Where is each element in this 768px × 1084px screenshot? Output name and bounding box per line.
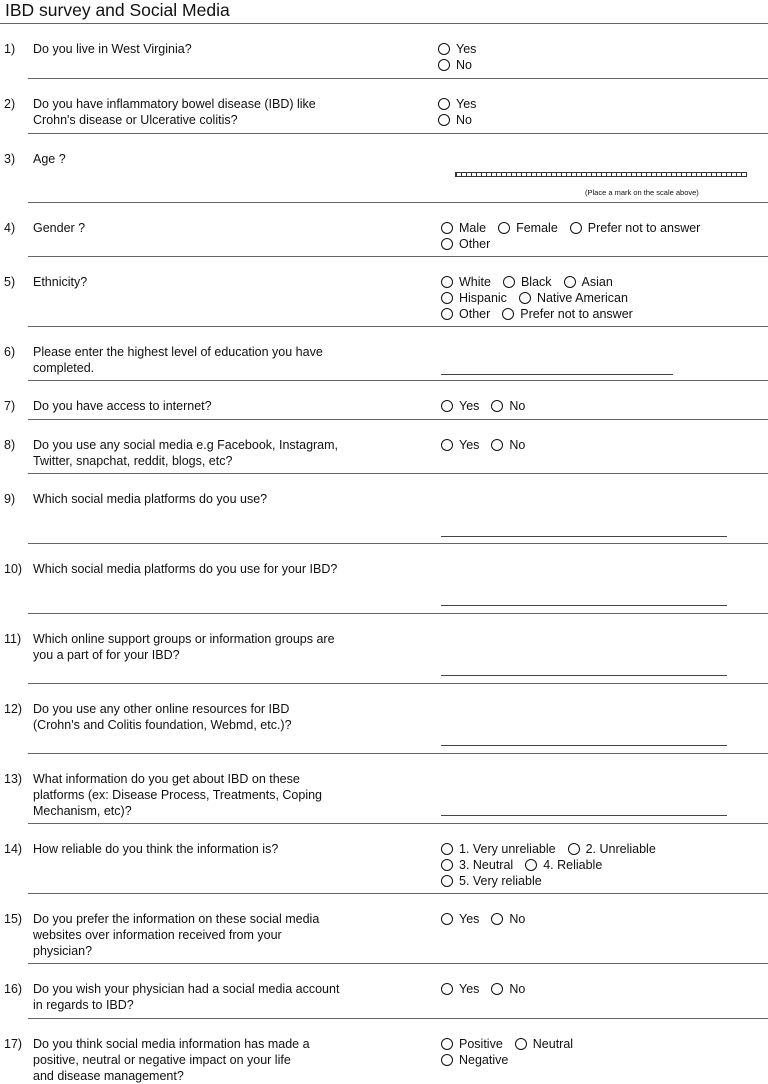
- option-label: Yes: [459, 399, 480, 413]
- question-number: 12): [4, 702, 23, 716]
- option-label: 4. Reliable: [543, 858, 603, 872]
- question-separator: [28, 133, 768, 134]
- answer-options: [441, 841, 668, 889]
- radio-circle-icon[interactable]: [491, 439, 503, 451]
- option-label: Positive: [459, 1037, 503, 1051]
- question-text: Do you prefer the information on these social media websites over information received from your physician?: [33, 912, 320, 958]
- question-separator: [28, 380, 768, 381]
- question-separator: [28, 753, 768, 754]
- option-label: Hispanic: [459, 291, 507, 305]
- question-number: 10): [4, 562, 23, 576]
- age-scale[interactable]: [455, 172, 747, 177]
- option-positive[interactable]: [441, 1036, 503, 1052]
- option-label: Asian: [581, 275, 613, 289]
- answer-options: [441, 220, 712, 252]
- option-hispanic[interactable]: [441, 290, 507, 306]
- option-yes[interactable]: [438, 96, 476, 112]
- option-no[interactable]: [491, 981, 525, 997]
- option-female[interactable]: [498, 220, 558, 236]
- question-number: 13): [4, 772, 23, 786]
- radio-circle-icon[interactable]: [441, 238, 453, 250]
- option-label: No: [509, 438, 526, 452]
- question-text: Do you have inflammatory bowel disease (IBD) like Crohn's disease or Ulcerative colitis?: [33, 97, 316, 127]
- question-text: Please enter the highest level of education you have completed.: [33, 345, 323, 375]
- option-4-reliable[interactable]: [525, 857, 602, 873]
- option-no[interactable]: [491, 437, 525, 453]
- radio-circle-icon[interactable]: [441, 400, 453, 412]
- option-label: Yes: [459, 912, 480, 926]
- question-text: Which online support groups or information groups are you a part of for your IBD?: [33, 632, 335, 662]
- option-label: 3. Neutral: [459, 858, 514, 872]
- radio-circle-icon[interactable]: [441, 292, 453, 304]
- radio-circle-icon[interactable]: [441, 913, 453, 925]
- radio-circle-icon[interactable]: [568, 843, 580, 855]
- answer-options: [441, 1036, 585, 1068]
- question-separator: [28, 419, 768, 420]
- question-separator: [28, 543, 768, 544]
- answer-line[interactable]: [441, 536, 727, 537]
- answer-options: [441, 274, 645, 322]
- option-no[interactable]: [491, 911, 525, 927]
- question-number: 11): [4, 632, 22, 646]
- question-number: 6): [4, 345, 16, 359]
- option-label: No: [509, 912, 526, 926]
- question-separator: [28, 823, 768, 824]
- question-separator: [28, 613, 768, 614]
- option-label: Yes: [459, 982, 480, 996]
- radio-circle-icon[interactable]: [438, 114, 450, 126]
- option-label: Other: [459, 307, 491, 321]
- question-number: 9): [4, 492, 16, 506]
- answer-line[interactable]: [441, 374, 673, 375]
- option-label: Black: [520, 275, 552, 289]
- option-yes[interactable]: [441, 911, 479, 927]
- question-text: Age ?: [33, 152, 66, 166]
- option-label: Female: [516, 221, 558, 235]
- radio-circle-icon[interactable]: [498, 222, 510, 234]
- option-asian[interactable]: [564, 274, 613, 290]
- answer-options: [441, 981, 537, 997]
- question-separator: [28, 963, 768, 964]
- answer-line[interactable]: [441, 815, 727, 816]
- option-label: Yes: [459, 438, 480, 452]
- option-label: White: [459, 275, 491, 289]
- option-negative[interactable]: [441, 1052, 508, 1068]
- radio-circle-icon[interactable]: [441, 439, 453, 451]
- question-separator: [28, 1018, 768, 1019]
- option-label: Yes: [456, 97, 477, 111]
- answer-line[interactable]: [441, 675, 727, 676]
- option-label: Prefer not to answer: [520, 307, 633, 321]
- question-number: 4): [4, 221, 16, 235]
- radio-circle-icon[interactable]: [503, 276, 515, 288]
- radio-circle-icon[interactable]: [441, 308, 453, 320]
- option-2-unreliable[interactable]: [568, 841, 656, 857]
- question-text: Do you wish your physician had a social media account in regards to IBD?: [33, 982, 340, 1012]
- question-number: 16): [4, 982, 23, 996]
- title-divider: [0, 23, 768, 24]
- question-number: 3): [4, 152, 16, 166]
- radio-circle-icon[interactable]: [564, 276, 576, 288]
- question-number: 8): [4, 438, 16, 452]
- radio-circle-icon[interactable]: [491, 913, 503, 925]
- option-prefer-not-to-answer[interactable]: [570, 220, 701, 236]
- radio-circle-icon[interactable]: [438, 43, 450, 55]
- option-no[interactable]: [491, 398, 525, 414]
- radio-circle-icon[interactable]: [441, 983, 453, 995]
- option-white[interactable]: [441, 274, 491, 290]
- survey-title: IBD survey and Social Media: [5, 0, 230, 20]
- option-male[interactable]: [441, 220, 486, 236]
- question-number: 5): [4, 275, 16, 289]
- option-other[interactable]: [441, 236, 490, 252]
- option-label: Neutral: [532, 1037, 574, 1051]
- question-text: Do you use any other online resources for IBD (Crohn's and Colitis foundation, Webmd, etc.)?: [33, 702, 292, 732]
- radio-circle-icon[interactable]: [441, 843, 453, 855]
- radio-circle-icon[interactable]: [441, 222, 453, 234]
- option-label: Yes: [456, 42, 477, 56]
- option-1-very-unreliable[interactable]: [441, 841, 556, 857]
- option-5-very-reliable[interactable]: [441, 873, 542, 889]
- answer-line[interactable]: [441, 605, 727, 606]
- question-number: 14): [4, 842, 23, 856]
- question-number: 2): [4, 97, 16, 111]
- option-yes[interactable]: [441, 981, 479, 997]
- radio-circle-icon[interactable]: [441, 1038, 453, 1050]
- question-separator: [28, 473, 768, 474]
- radio-circle-icon[interactable]: [570, 222, 582, 234]
- radio-circle-icon[interactable]: [441, 875, 453, 887]
- option-label: No: [456, 58, 472, 72]
- question-text: Do you have access to internet?: [33, 399, 212, 413]
- radio-circle-icon[interactable]: [441, 859, 453, 871]
- answer-options: [441, 398, 537, 414]
- option-black[interactable]: [503, 274, 552, 290]
- question-separator: [28, 326, 768, 327]
- question-separator: [28, 78, 768, 79]
- option-label: Other: [459, 237, 491, 251]
- radio-circle-icon[interactable]: [491, 983, 503, 995]
- scale-instruction: (Place a mark on the scale above): [585, 188, 699, 197]
- radio-circle-icon[interactable]: [438, 59, 450, 71]
- option-label: Prefer not to answer: [587, 221, 701, 235]
- question-text: Ethnicity?: [33, 275, 88, 289]
- option-label: Native American: [536, 291, 628, 305]
- option-yes[interactable]: [441, 437, 479, 453]
- answer-line[interactable]: [441, 745, 727, 746]
- radio-circle-icon[interactable]: [525, 859, 537, 871]
- question-text: What information do you get about IBD on these platforms (ex: Disease Process, Treatments, Coping Mechanism, etc)?: [33, 772, 323, 818]
- question-number: 1): [4, 42, 16, 56]
- question-separator: [28, 893, 768, 894]
- answer-options: [441, 437, 537, 453]
- question-text: How reliable do you think the information is?: [33, 842, 279, 856]
- question-separator: [28, 683, 768, 684]
- question-text: Do you use any social media e.g Facebook, Instagram, Twitter, snapchat, reddit, blogs, etc?: [33, 438, 339, 468]
- option-label: 1. Very unreliable: [459, 842, 556, 856]
- radio-circle-icon[interactable]: [438, 98, 450, 110]
- question-number: 15): [4, 912, 23, 926]
- radio-circle-icon[interactable]: [441, 1054, 453, 1066]
- option-3-neutral[interactable]: [441, 857, 513, 873]
- radio-circle-icon[interactable]: [502, 308, 514, 320]
- option-no[interactable]: [438, 112, 472, 128]
- answer-options: [438, 41, 488, 73]
- option-no[interactable]: [438, 57, 472, 73]
- option-label: Male: [459, 221, 487, 235]
- option-label: 5. Very reliable: [459, 874, 542, 888]
- answer-options: [441, 911, 537, 927]
- option-yes[interactable]: [441, 398, 479, 414]
- option-yes[interactable]: [438, 41, 476, 57]
- radio-circle-icon[interactable]: [441, 276, 453, 288]
- option-label: Negative: [459, 1053, 509, 1067]
- radio-circle-icon[interactable]: [515, 1038, 527, 1050]
- question-text: Do you think social media information has made a positive, neutral or negative impact on your life and disease management?: [33, 1037, 310, 1083]
- question-number: 17): [4, 1037, 23, 1051]
- question-text: Which social media platforms do you use?: [33, 492, 268, 506]
- question-text: Which social media platforms do you use for your IBD?: [33, 562, 338, 576]
- option-prefer-not-to-answer[interactable]: [502, 306, 633, 322]
- option-neutral[interactable]: [515, 1036, 573, 1052]
- question-separator: [28, 202, 768, 203]
- question-text: Gender ?: [33, 221, 86, 235]
- option-label: No: [456, 113, 472, 127]
- option-label: No: [509, 399, 526, 413]
- radio-circle-icon[interactable]: [491, 400, 503, 412]
- option-native-american[interactable]: [519, 290, 628, 306]
- option-label: No: [509, 982, 526, 996]
- option-label: 2. Unreliable: [585, 842, 656, 856]
- answer-options: [438, 96, 488, 128]
- question-separator: [28, 256, 768, 257]
- radio-circle-icon[interactable]: [519, 292, 531, 304]
- option-other[interactable]: [441, 306, 490, 322]
- question-number: 7): [4, 399, 16, 413]
- question-text: Do you live in West Virginia?: [33, 42, 192, 56]
